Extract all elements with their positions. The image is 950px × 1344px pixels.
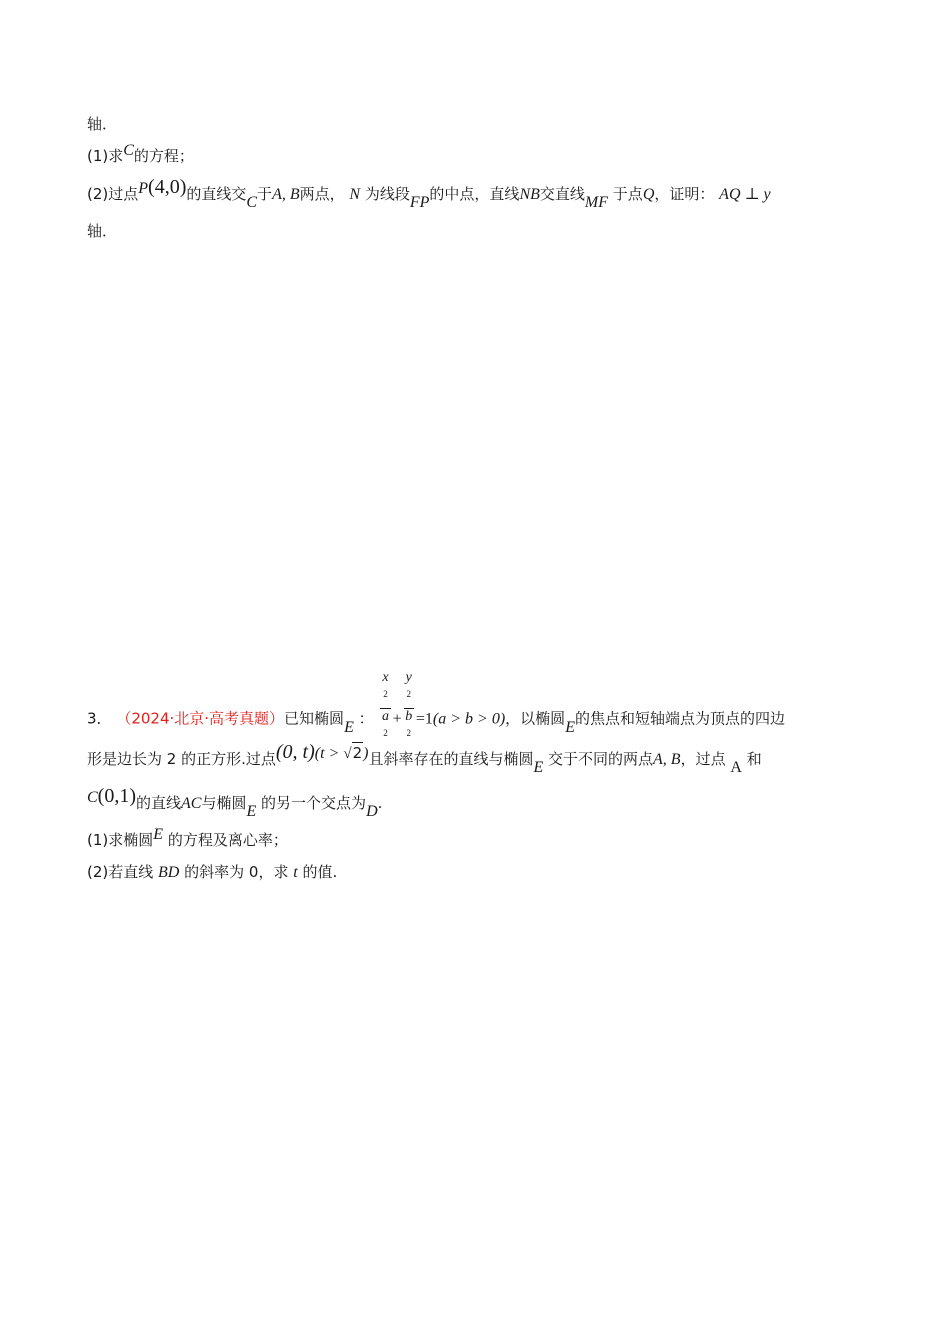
text-q2-part2-var-c: C [246, 194, 258, 211]
text-q3-line2-text2: 且斜率存在的直线与椭圆 [368, 750, 534, 768]
text-q3-text3: 的焦点和短轴端点为顶点的四边 [574, 709, 785, 728]
text-q3-e4: E [246, 803, 257, 820]
text-q2-part2-point-coords: (4,0) [148, 176, 187, 198]
q3-part2 [87, 862, 337, 883]
text-q3-part2-text: 的斜率为 0，求 [184, 863, 289, 881]
text-q2-part2-ab: A, B [272, 186, 300, 203]
text-q3-e1: E [344, 718, 354, 736]
question-number: 3． [87, 709, 112, 728]
q3-stem-line1 [87, 670, 785, 746]
text-q3-part1-e: E [153, 826, 164, 843]
text-q3-text2: ，以椭圆 [505, 709, 566, 728]
text-q2-part2-text7: 于点 [612, 185, 643, 203]
text-q3-part1-suffix: 的方程及离心率； [167, 831, 288, 849]
text-q2-part2-text8: ，证明： [654, 185, 715, 203]
text-q3-ab: A, B [653, 751, 681, 768]
text-q2-part2-nb: NB [519, 186, 540, 203]
text-q3-part2-bd: BD [158, 864, 180, 881]
text-q3-line3-text2: 与椭圆 [201, 794, 247, 812]
text-q3-exp: 2 [406, 727, 412, 738]
text-q3-line3-text1: 的直线 [136, 794, 182, 812]
text-q3-colon: ： [358, 709, 374, 728]
text-q3-line2-text5: 和 [746, 750, 762, 768]
text-q3-e3: E [533, 759, 544, 776]
text-q3-exp: 2 [383, 689, 388, 699]
text-q3-line2-text1: 形是边长为 2 的正方形.过点 [87, 750, 276, 768]
text-q3-e2: E [565, 718, 575, 736]
text-q3-plus: + [392, 710, 402, 728]
text-q3-line3-end: . [377, 794, 383, 812]
text-q2-part2-n: N [349, 186, 361, 203]
text-q2-part2-text4: 为线段 [364, 185, 410, 203]
text-q3-frac2-num: y [405, 670, 412, 685]
text-q2-part2-q: Q [642, 186, 655, 203]
text-q3-cond2-close: ) [363, 745, 369, 762]
text-q2-part2-mf: MF [584, 194, 609, 211]
q2-part2-tail [87, 221, 117, 241]
text-q2-part2-prefix: (2)过点 [87, 185, 139, 203]
text-q3-line2-text4: ，过点 [680, 750, 726, 768]
fraction-y2-b2 [404, 670, 414, 746]
fraction-x2-a2 [380, 670, 390, 746]
q2-part1 [87, 142, 194, 167]
text-q3-pt: (0, t) [275, 741, 315, 763]
text-q2-part2-text6: 交直线 [539, 185, 585, 203]
text-q3-c-coords: (0,1) [97, 785, 136, 807]
text-q2-part1-prefix: (1)求 [87, 147, 124, 165]
text-q3-c-label: C [87, 789, 98, 806]
text-q3-a-pt: A [730, 759, 742, 776]
text-q2-part2-text2: 于 [257, 185, 273, 203]
text-q3-line3-text3: 的另一个交点为 [261, 794, 367, 812]
text-q3-cond: (a > b > 0) [432, 710, 506, 728]
question-source: （2024·北京·高考真题） [116, 709, 285, 728]
text-q3-d: D [366, 803, 378, 820]
text-q3-part2-t: t [293, 864, 298, 881]
text-q2-part2-text1: 的直线交 [186, 185, 247, 203]
prev-question-tail [87, 114, 117, 134]
text-q2-part2-tail: 轴． [87, 222, 118, 240]
text-q3-frac1-den: a [382, 708, 390, 724]
text-q2-part2-text5: 的中点，直线 [429, 185, 520, 203]
text-q2-part2-text3: 两点， [299, 185, 345, 203]
text-q2-part1-var: C [123, 142, 134, 159]
text-q3-eq: =1 [415, 710, 433, 728]
text-q2-part2-aq: AQ ⊥ y [719, 186, 771, 203]
text-q3-part2-suffix: 的值. [302, 863, 338, 881]
text-q2-prev-tail: 轴． [87, 115, 118, 133]
text-q3-ac: AC [181, 795, 202, 812]
q3-stem-line2: 形是边长为 2 的正方形.过点(0, t)(t > √2)且斜率存在的直线与椭圆E 交于不同的两点A, B，过点 A 和 [87, 741, 762, 776]
q3-part1 [87, 826, 288, 851]
text-q2-part1-suffix: 的方程； [133, 147, 194, 165]
text-q3-exp: 2 [383, 727, 388, 738]
text-q3-cond2-open: (t > [314, 745, 344, 762]
sqrt: 2 [352, 744, 363, 762]
text-q3-line2-text3: 交于不同的两点 [548, 750, 654, 768]
q2-part2 [87, 176, 771, 211]
text-q3-exp: 2 [406, 689, 412, 699]
text-q2-part2-fp: FP [409, 194, 430, 211]
text-q3-frac1-num: x [382, 670, 389, 685]
text-q3-frac2-den: b [405, 708, 413, 724]
q3-stem-line3 [87, 785, 383, 820]
text-q3-part1-prefix: (1)求椭圆 [87, 831, 154, 849]
text-q3-part2-prefix: (2)若直线 [87, 863, 154, 881]
text-q3-text1: 已知椭圆 [284, 709, 345, 728]
text-q2-part2-point-p: P [138, 180, 149, 197]
